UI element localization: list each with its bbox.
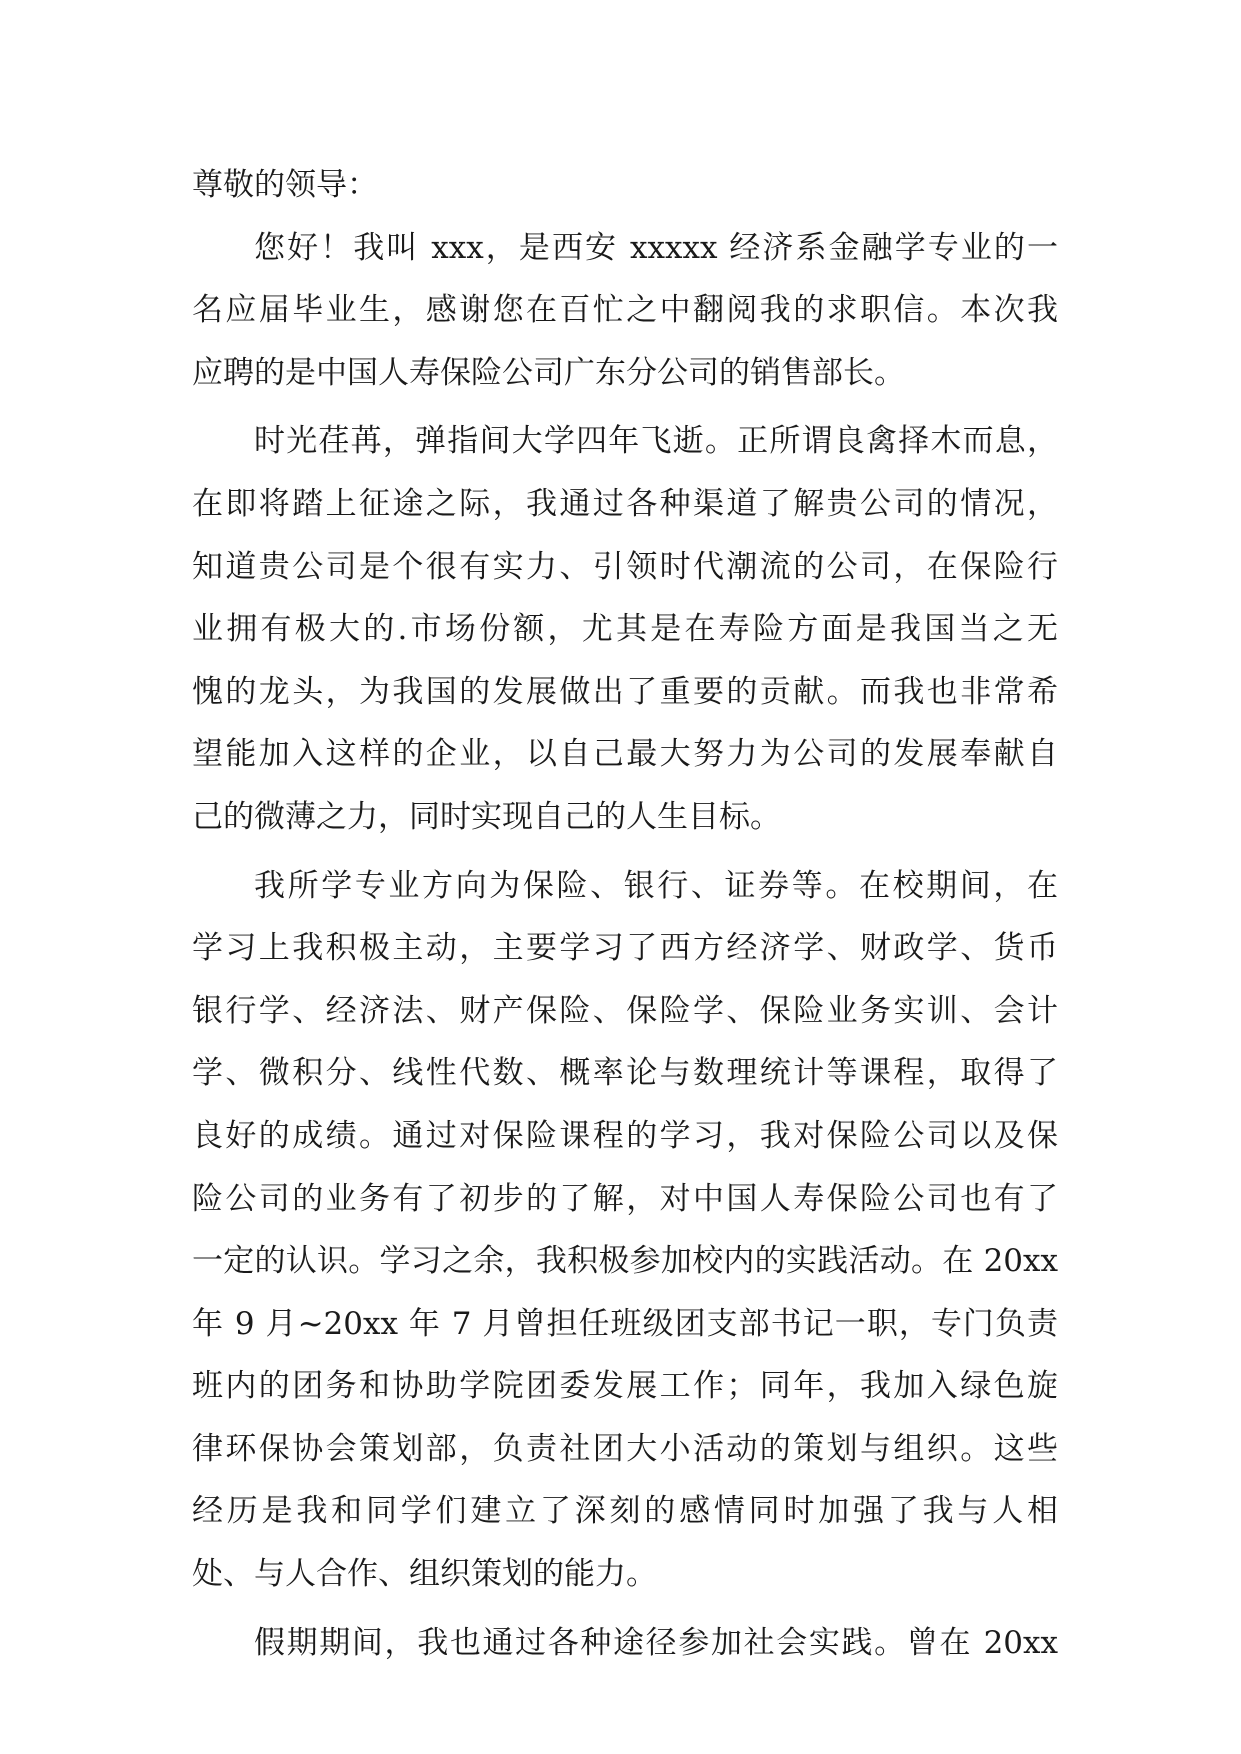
text-line: 险公司的业务有了初步的了解，对中国人寿保险公司也有了 bbox=[192, 1180, 1058, 1217]
text-line: 望能加入这样的企业，以自己最大努力为公司的发展奉献自 bbox=[192, 736, 1058, 773]
text-line: 良好的成绩。通过对保险课程的学习，我对保险公司以及保 bbox=[192, 1117, 1058, 1154]
text-line: 己的微薄之力，同时实现自己的人生目标。 bbox=[192, 798, 781, 835]
text-line: 处、与人合作、组织策划的能力。 bbox=[192, 1556, 657, 1593]
text-line: 时光荏苒，弹指间大学四年飞逝。正所谓良禽择木而息， bbox=[254, 423, 1058, 460]
text-line: 学习上我积极主动，主要学习了西方经济学、财政学、货币 bbox=[192, 930, 1058, 967]
letter-body bbox=[192, 154, 1058, 1674]
text-line: 您好！我叫 xxx，是西安 xxxxx 经济系金融学专业的一 bbox=[254, 229, 1058, 266]
text-line: 业拥有极大的.市场份额，尤其是在寿险方面是我国当之无 bbox=[192, 611, 1058, 648]
text-line: 愧的龙头，为我国的发展做出了重要的贡献。而我也非常希 bbox=[192, 673, 1058, 710]
text-line: 在即将踏上征途之际，我通过各种渠道了解贵公司的情况， bbox=[192, 485, 1058, 522]
text-line: 班内的团务和协助学院团委发展工作；同年，我加入绿色旋 bbox=[192, 1368, 1058, 1405]
salutation-line: 尊敬的领导： bbox=[192, 167, 378, 203]
text-line: 学、微积分、线性代数、概率论与数理统计等课程，取得了 bbox=[192, 1055, 1058, 1092]
text-line: 我所学专业方向为保险、银行、证券等。在校期间，在 bbox=[254, 867, 1058, 904]
text-line: 经历是我和同学们建立了深刻的感情同时加强了我与人相 bbox=[192, 1493, 1058, 1530]
text-line: 应聘的是中国人寿保险公司广东分公司的销售部长。 bbox=[192, 354, 905, 391]
text-line: 年 9 月~20xx 年 7 月曾担任班级团支部书记一职，专门负责 bbox=[192, 1305, 1058, 1342]
text-line: 律环保协会策划部，负责社团大小活动的策划与组织。这些 bbox=[192, 1430, 1058, 1467]
text-line: 知道贵公司是个很有实力、引领时代潮流的公司，在保险行 bbox=[192, 548, 1058, 585]
text-line: 一定的认识。学习之余，我积极参加校内的实践活动。在 20xx bbox=[192, 1243, 1058, 1280]
text-line: 银行学、经济法、财产保险、保险学、保险业务实训、会计 bbox=[192, 992, 1058, 1029]
text-line: 名应届毕业生，感谢您在百忙之中翻阅我的求职信。本次我 bbox=[192, 292, 1058, 329]
text-line: 假期期间，我也通过各种途径参加社会实践。曾在 20xx bbox=[254, 1624, 1058, 1661]
